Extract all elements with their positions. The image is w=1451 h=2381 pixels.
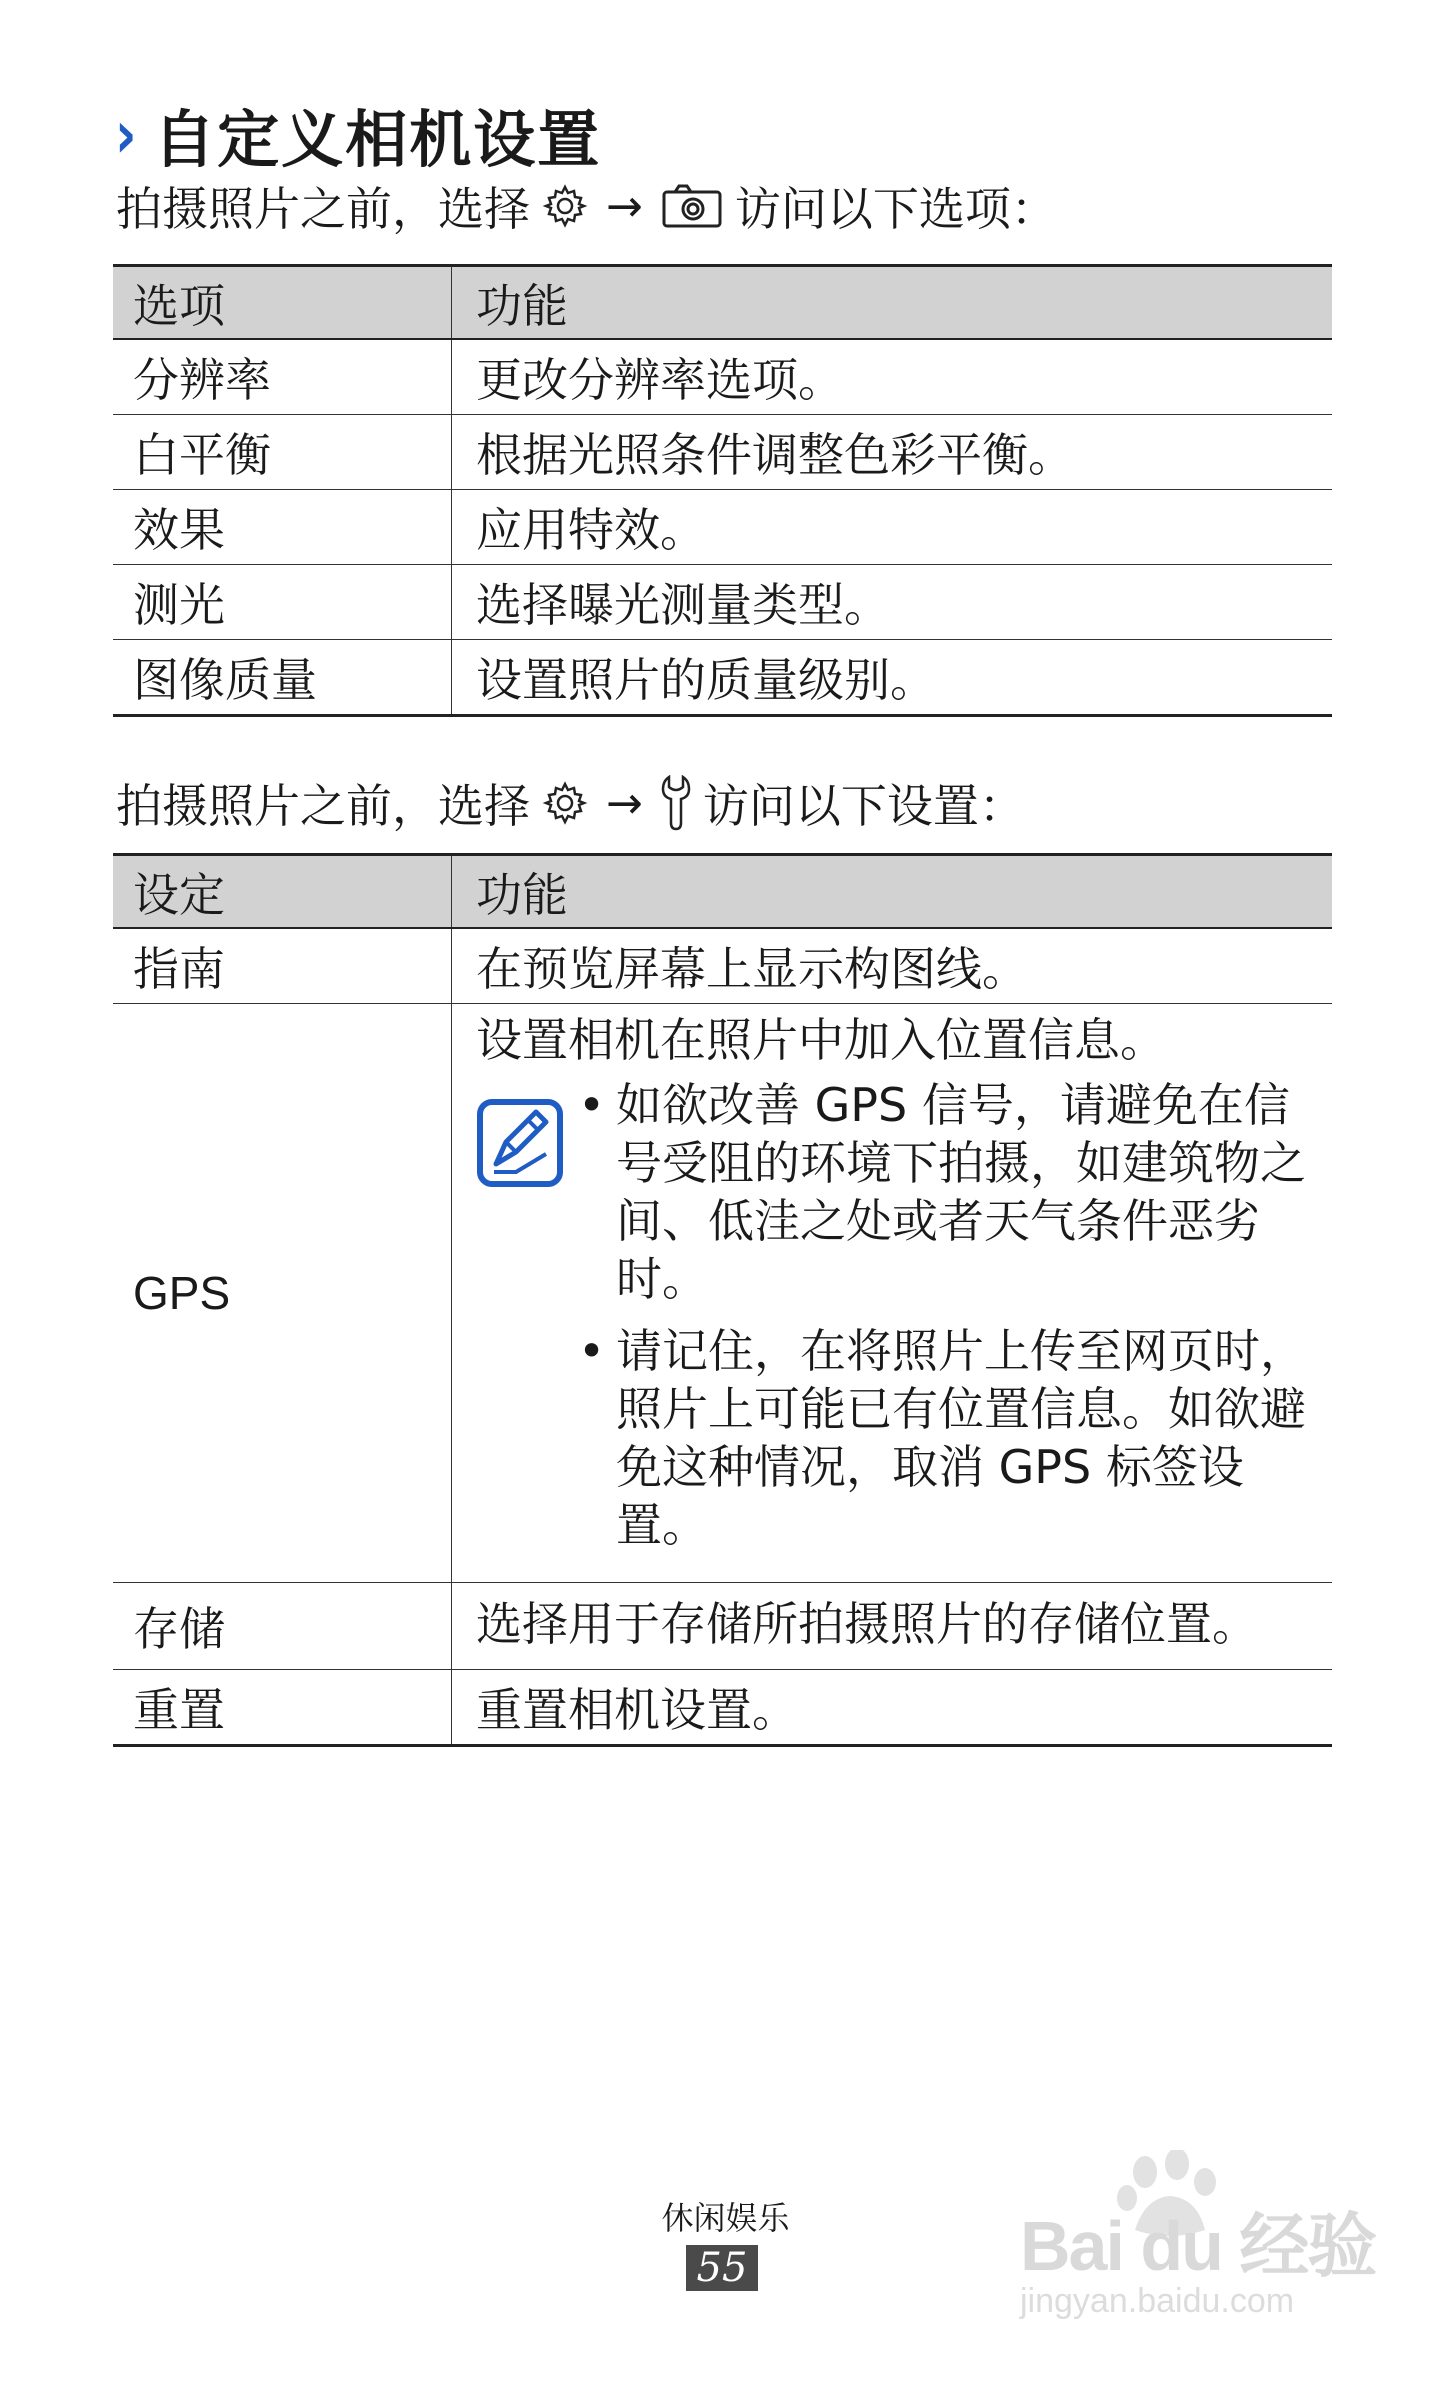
- setting-guide: 指南: [113, 928, 452, 1004]
- setting-storage-desc: 选择用于存储所拍摄照片的存储位置。: [452, 1583, 1333, 1670]
- header-setting: 设定: [113, 855, 452, 929]
- settings-table: [113, 853, 1332, 1747]
- table-row: [113, 490, 1332, 565]
- option-image-quality-desc: 设置照片的质量级别。: [452, 640, 1333, 716]
- table-row: [113, 928, 1332, 1004]
- setting-gps-desc: [452, 1004, 1333, 1583]
- note-box: [476, 1076, 1332, 1568]
- option-effects: 效果: [113, 490, 452, 565]
- intro-text-after: 访问以下设置：: [702, 779, 1025, 833]
- intro-line-options: [116, 171, 1057, 241]
- table-row: [113, 1670, 1332, 1746]
- intro-text-before: 拍摄照片之前，选择: [116, 779, 530, 833]
- table-row: [113, 1583, 1332, 1670]
- gear-icon: [542, 780, 588, 826]
- gps-main-text: 设置相机在照片中加入位置信息。: [476, 1013, 1166, 1067]
- options-table: [113, 264, 1332, 717]
- section-title-text: 自定义相机设置: [153, 102, 602, 176]
- table-row: [113, 1004, 1332, 1583]
- table-header-row: [113, 266, 1332, 340]
- option-white-balance: 白平衡: [113, 415, 452, 490]
- watermark-logo: Bai du 经验: [1020, 2207, 1376, 2285]
- option-image-quality: 图像质量: [113, 640, 452, 716]
- header-function: 功能: [452, 855, 1333, 929]
- intro-text-after: 访问以下选项：: [734, 182, 1057, 236]
- option-white-balance-desc: 根据光照条件调整色彩平衡。: [452, 415, 1333, 490]
- page-title: [112, 94, 601, 174]
- setting-guide-desc: 在预览屏幕上显示构图线。: [452, 928, 1333, 1004]
- list-item: • 如欲改善 GPS 信号，请避免在信号受阻的环境下拍摄，如建筑物之间、低洼之处或者天气条件恶劣时。: [576, 1076, 1332, 1308]
- camera-icon: [661, 183, 723, 229]
- note-list: [576, 1076, 1332, 1568]
- gear-icon: [542, 183, 588, 229]
- option-resolution-desc: 更改分辨率选项。: [452, 339, 1333, 415]
- table-row: [113, 339, 1332, 415]
- footer-section-name: 休闲娱乐: [661, 2199, 790, 2237]
- option-metering: 测光: [113, 565, 452, 640]
- page-number: 55: [686, 2245, 758, 2291]
- table-row: [113, 640, 1332, 716]
- note-pencil-icon: [476, 1076, 576, 1568]
- setting-reset-desc: 重置相机设置。: [452, 1670, 1333, 1746]
- setting-gps: GPS: [113, 1004, 452, 1583]
- watermark: [1020, 2150, 1420, 2340]
- table-header-row: [113, 855, 1332, 929]
- intro-line-settings: [116, 768, 1025, 838]
- wrench-icon: [661, 775, 691, 831]
- option-resolution: 分辨率: [113, 339, 452, 415]
- list-item: • 请记住，在将照片上传至网页时，照片上可能已有位置信息。如欲避免这种情况，取消 GPS 标签设置。: [576, 1322, 1332, 1554]
- table-row: [113, 565, 1332, 640]
- option-metering-desc: 选择曝光测量类型。: [452, 565, 1333, 640]
- header-function: 功能: [452, 266, 1333, 340]
- option-effects-desc: 应用特效。: [452, 490, 1333, 565]
- header-option: 选项: [113, 266, 452, 340]
- arrow-glyph: →: [606, 777, 643, 829]
- setting-reset: 重置: [113, 1670, 452, 1746]
- watermark-url: jingyan.baidu.com: [1020, 2282, 1295, 2320]
- table-row: [113, 415, 1332, 490]
- setting-storage: 存储: [113, 1583, 452, 1670]
- intro-text-before: 拍摄照片之前，选择: [116, 182, 530, 236]
- chevron-right-icon: ›: [114, 95, 139, 173]
- arrow-glyph: →: [606, 180, 643, 232]
